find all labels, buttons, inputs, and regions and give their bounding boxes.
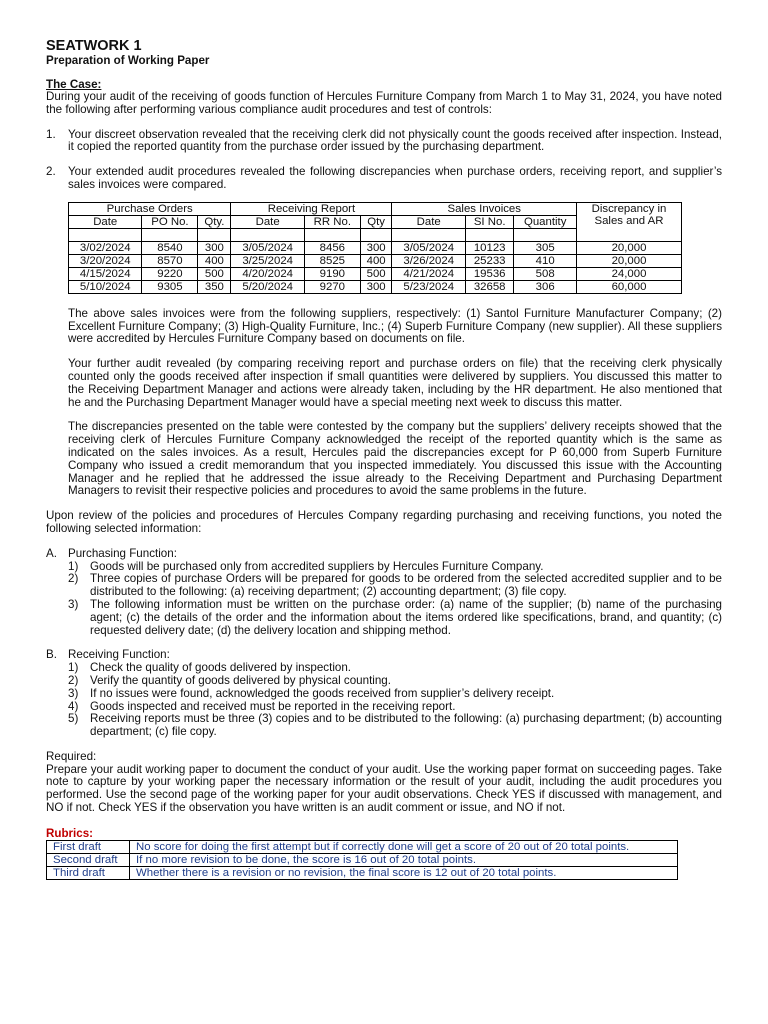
table-cell: 3/25/2024 (231, 254, 304, 267)
section-title: Receiving Function: (68, 648, 170, 662)
table-cell: 5/23/2024 (392, 280, 465, 293)
finding-text: Your extended audit procedures revealed the following discrepancies when purchase orders, receiving report, and supplier’s sales invoices were compared. (68, 165, 722, 191)
table-cell: 10123 (465, 241, 513, 254)
document-subtitle: Preparation of Working Paper (46, 54, 210, 67)
table-cell: 9305 (142, 280, 198, 293)
column-header: RR No. (304, 215, 360, 228)
list-text: Three copies of purchase Orders will be prepared for goods to be ordered from the selected accredited supplier and to be distributed to the following: (a) receiving department; (2) accounting department; (3) file copy. (90, 572, 722, 599)
column-header: Quantity (514, 215, 577, 228)
rubric-label: Third draft (47, 866, 130, 879)
table-cell: 3/20/2024 (69, 254, 142, 267)
table-cell: 350 (198, 280, 231, 293)
table-cell: 32658 (465, 280, 513, 293)
list-item (68, 599, 722, 637)
review-intro: Upon review of the policies and procedures of Hercules Company regarding purchasing and receiving functions, you noted the following selected information: (46, 509, 722, 535)
rubric-label: First draft (47, 840, 130, 853)
list-number: 2) (68, 572, 79, 586)
table-cell: 8525 (304, 254, 360, 267)
table-cell: 9190 (304, 267, 360, 280)
list-text: If no issues were found, acknowledged the goods received from supplier’s delivery receipt. (90, 686, 555, 700)
list-item (68, 662, 722, 675)
rubric-text: Whether there is a revision or no revision, the final score is 12 out of 20 total points. (130, 866, 678, 879)
finding-number: 2. (46, 165, 56, 179)
suppliers-paragraph: The above sales invoices were from the following suppliers, respectively: (1) Santol Furniture Manufacturer Company; (2) Excellent Furniture Company; (3) High-Quality Furniture, Inc.; (4) Superb Furniture Company (new supplier). All these suppliers were accredited by Hercules Furniture Company based on documents on file. (68, 306, 722, 346)
table-row (47, 840, 678, 853)
list-item (68, 675, 722, 688)
column-header: PO No. (142, 215, 198, 228)
table-row (47, 853, 678, 866)
table-cell: 3/26/2024 (392, 254, 465, 267)
rubric-text: No score for doing the first attempt but if correctly done will get a score of 20 out of 20 total points. (130, 840, 678, 853)
case-intro: During your audit of the receiving of goods function of Hercules Furniture Company from March 1 to May 31, 2024, you have noted the following after performing various compliance audit procedures and test of controls: (46, 90, 722, 116)
table-cell: 25233 (465, 254, 513, 267)
table-cell: 8570 (142, 254, 198, 267)
group-discrepancy: Discrepancy in Sales and AR (577, 202, 682, 241)
list-number: 5) (68, 712, 79, 726)
table-cell: 4/21/2024 (392, 267, 465, 280)
finding-item (46, 166, 722, 192)
list-text: Verify the quantity of goods delivered by physical counting. (90, 673, 391, 687)
table-cell: 4/20/2024 (231, 267, 304, 280)
column-header: Date (392, 215, 465, 228)
list-number: 4) (68, 699, 79, 713)
required-text: Prepare your audit working paper to document the conduct of your audit. Use the working paper format on succeeding pages. Take note to capture by your working paper the necessary information or the result of your audit, including the audit procedures you performed. Use the second page of the working paper for your audit observations. Check YES if discussed with management, and NO if not. Check YES if the observation you have written is an audit comment or issue, and NO if not. (46, 762, 722, 815)
table-cell: 4/15/2024 (69, 267, 142, 280)
further-audit-paragraph: Your further audit revealed (by comparing receiving report and purchase orders on file) that the receiving clerk physically counted only the goods received after inspection if small quantities were delivered by suppliers. You discussed this matter to the Receiving Department Manager and actions were already taken, including by the HR department. He also mentioned that he and the Purchasing Department Manager would have a special meeting next week to discuss this matter. (68, 357, 722, 409)
list-text: Check the quality of goods delivered by inspection. (90, 661, 352, 675)
table-cell: 400 (198, 254, 231, 267)
table-cell: 500 (198, 267, 231, 280)
table-cell: 305 (514, 241, 577, 254)
list-number: 3) (68, 686, 79, 700)
table-cell: 20,000 (577, 241, 682, 254)
list-text: Goods will be purchased only from accredited suppliers by Hercules Furniture Company. (90, 559, 544, 573)
rubric-text: If no more revision to be done, the score is 16 out of 20 total points. (130, 853, 678, 866)
document-title: SEATWORK 1 (46, 38, 142, 54)
column-header: Date (69, 215, 142, 228)
table-cell: 9270 (304, 280, 360, 293)
column-header: Qty (360, 215, 392, 228)
group-receiving-report: Receiving Report (231, 202, 392, 215)
table-cell: 5/10/2024 (69, 280, 142, 293)
table-cell: 3/05/2024 (231, 241, 304, 254)
table-cell: 20,000 (577, 254, 682, 267)
rubric-label: Second draft (47, 853, 130, 866)
table-cell: 3/05/2024 (392, 241, 465, 254)
table-cell: 60,000 (577, 280, 682, 293)
required-label: Required: (46, 749, 97, 763)
receiving-function (46, 649, 722, 739)
case-heading: The Case: (46, 78, 102, 91)
rubrics-heading: Rubrics: (46, 826, 94, 840)
table-cell: 306 (514, 280, 577, 293)
list-item (68, 713, 722, 739)
table-cell: 24,000 (577, 267, 682, 280)
table-cell: 3/02/2024 (69, 241, 142, 254)
discrepancy-table (68, 202, 682, 294)
list-number: 1) (68, 559, 79, 573)
list-text: The following information must be written on the purchase order: (a) name of the supplier; (b) name of the purchasing agent; (c) the details of the order and the information about the items ordered like specifications, brand, and quantity; (c) requested delivery date; (d) the delivery location and shipping method. (90, 597, 722, 637)
column-header: Qty. (198, 215, 231, 228)
table-row (47, 866, 678, 879)
list-text: Goods inspected and received must be reported in the receiving report. (90, 699, 456, 713)
table-row (69, 254, 682, 267)
column-header: Date (231, 215, 304, 228)
section-letter: A. (46, 546, 57, 560)
table-group-row (69, 202, 682, 215)
section-letter: B. (46, 648, 57, 662)
table-cell: 8540 (142, 241, 198, 254)
section-title: Purchasing Function: (68, 546, 177, 560)
table-cell: 300 (198, 241, 231, 254)
table-cell: 500 (360, 267, 392, 280)
list-item (68, 573, 722, 599)
rubrics-table (46, 840, 678, 880)
group-sales-invoices: Sales Invoices (392, 202, 577, 215)
finding-number: 1. (46, 127, 56, 141)
list-number: 1) (68, 661, 79, 675)
table-cell: 400 (360, 254, 392, 267)
list-text: Receiving reports must be three (3) copies and to be distributed to the following: (a) purchasing department; (b) accounting department; (c) file copy. (90, 712, 722, 739)
table-cell: 300 (360, 241, 392, 254)
finding-text: Your discreet observation revealed that the receiving clerk did not physically count the goods received after inspection. Instead, it copied the reported quantity from the purchase order issued by the purchasing department. (68, 127, 722, 154)
table-row (69, 241, 682, 254)
column-header: SI No. (465, 215, 513, 228)
table-cell: 410 (514, 254, 577, 267)
discrepancies-paragraph: The discrepancies presented on the table were contested by the company but the suppliers’ delivery receipts showed that the receiving clerk of Hercules Furniture Company acknowledged the receipt of the reported quantity which is the same as indicated on the sales invoices. As a result, Hercules paid the discrepancies except for P 60,000 from Superb Furniture Company who issued a credit memorandum that you inspected immediately. You discussed this issue with the Accounting Manager and he replied that he addressed the issue already to the Receiving Department and Purchasing Department Managers to revisit their respective policies and procedures to avoid the same problems in the future. (68, 420, 722, 498)
list-item (68, 688, 722, 701)
group-purchase-orders: Purchase Orders (69, 202, 231, 215)
table-row (69, 280, 682, 293)
table-cell: 300 (360, 280, 392, 293)
table-cell: 19536 (465, 267, 513, 280)
list-number: 3) (68, 597, 79, 611)
table-row (69, 267, 682, 280)
table-cell: 508 (514, 267, 577, 280)
list-number: 2) (68, 673, 79, 687)
table-cell: 9220 (142, 267, 198, 280)
table-cell: 5/20/2024 (231, 280, 304, 293)
table-cell: 8456 (304, 241, 360, 254)
finding-item (46, 129, 722, 155)
purchasing-function (46, 548, 722, 638)
